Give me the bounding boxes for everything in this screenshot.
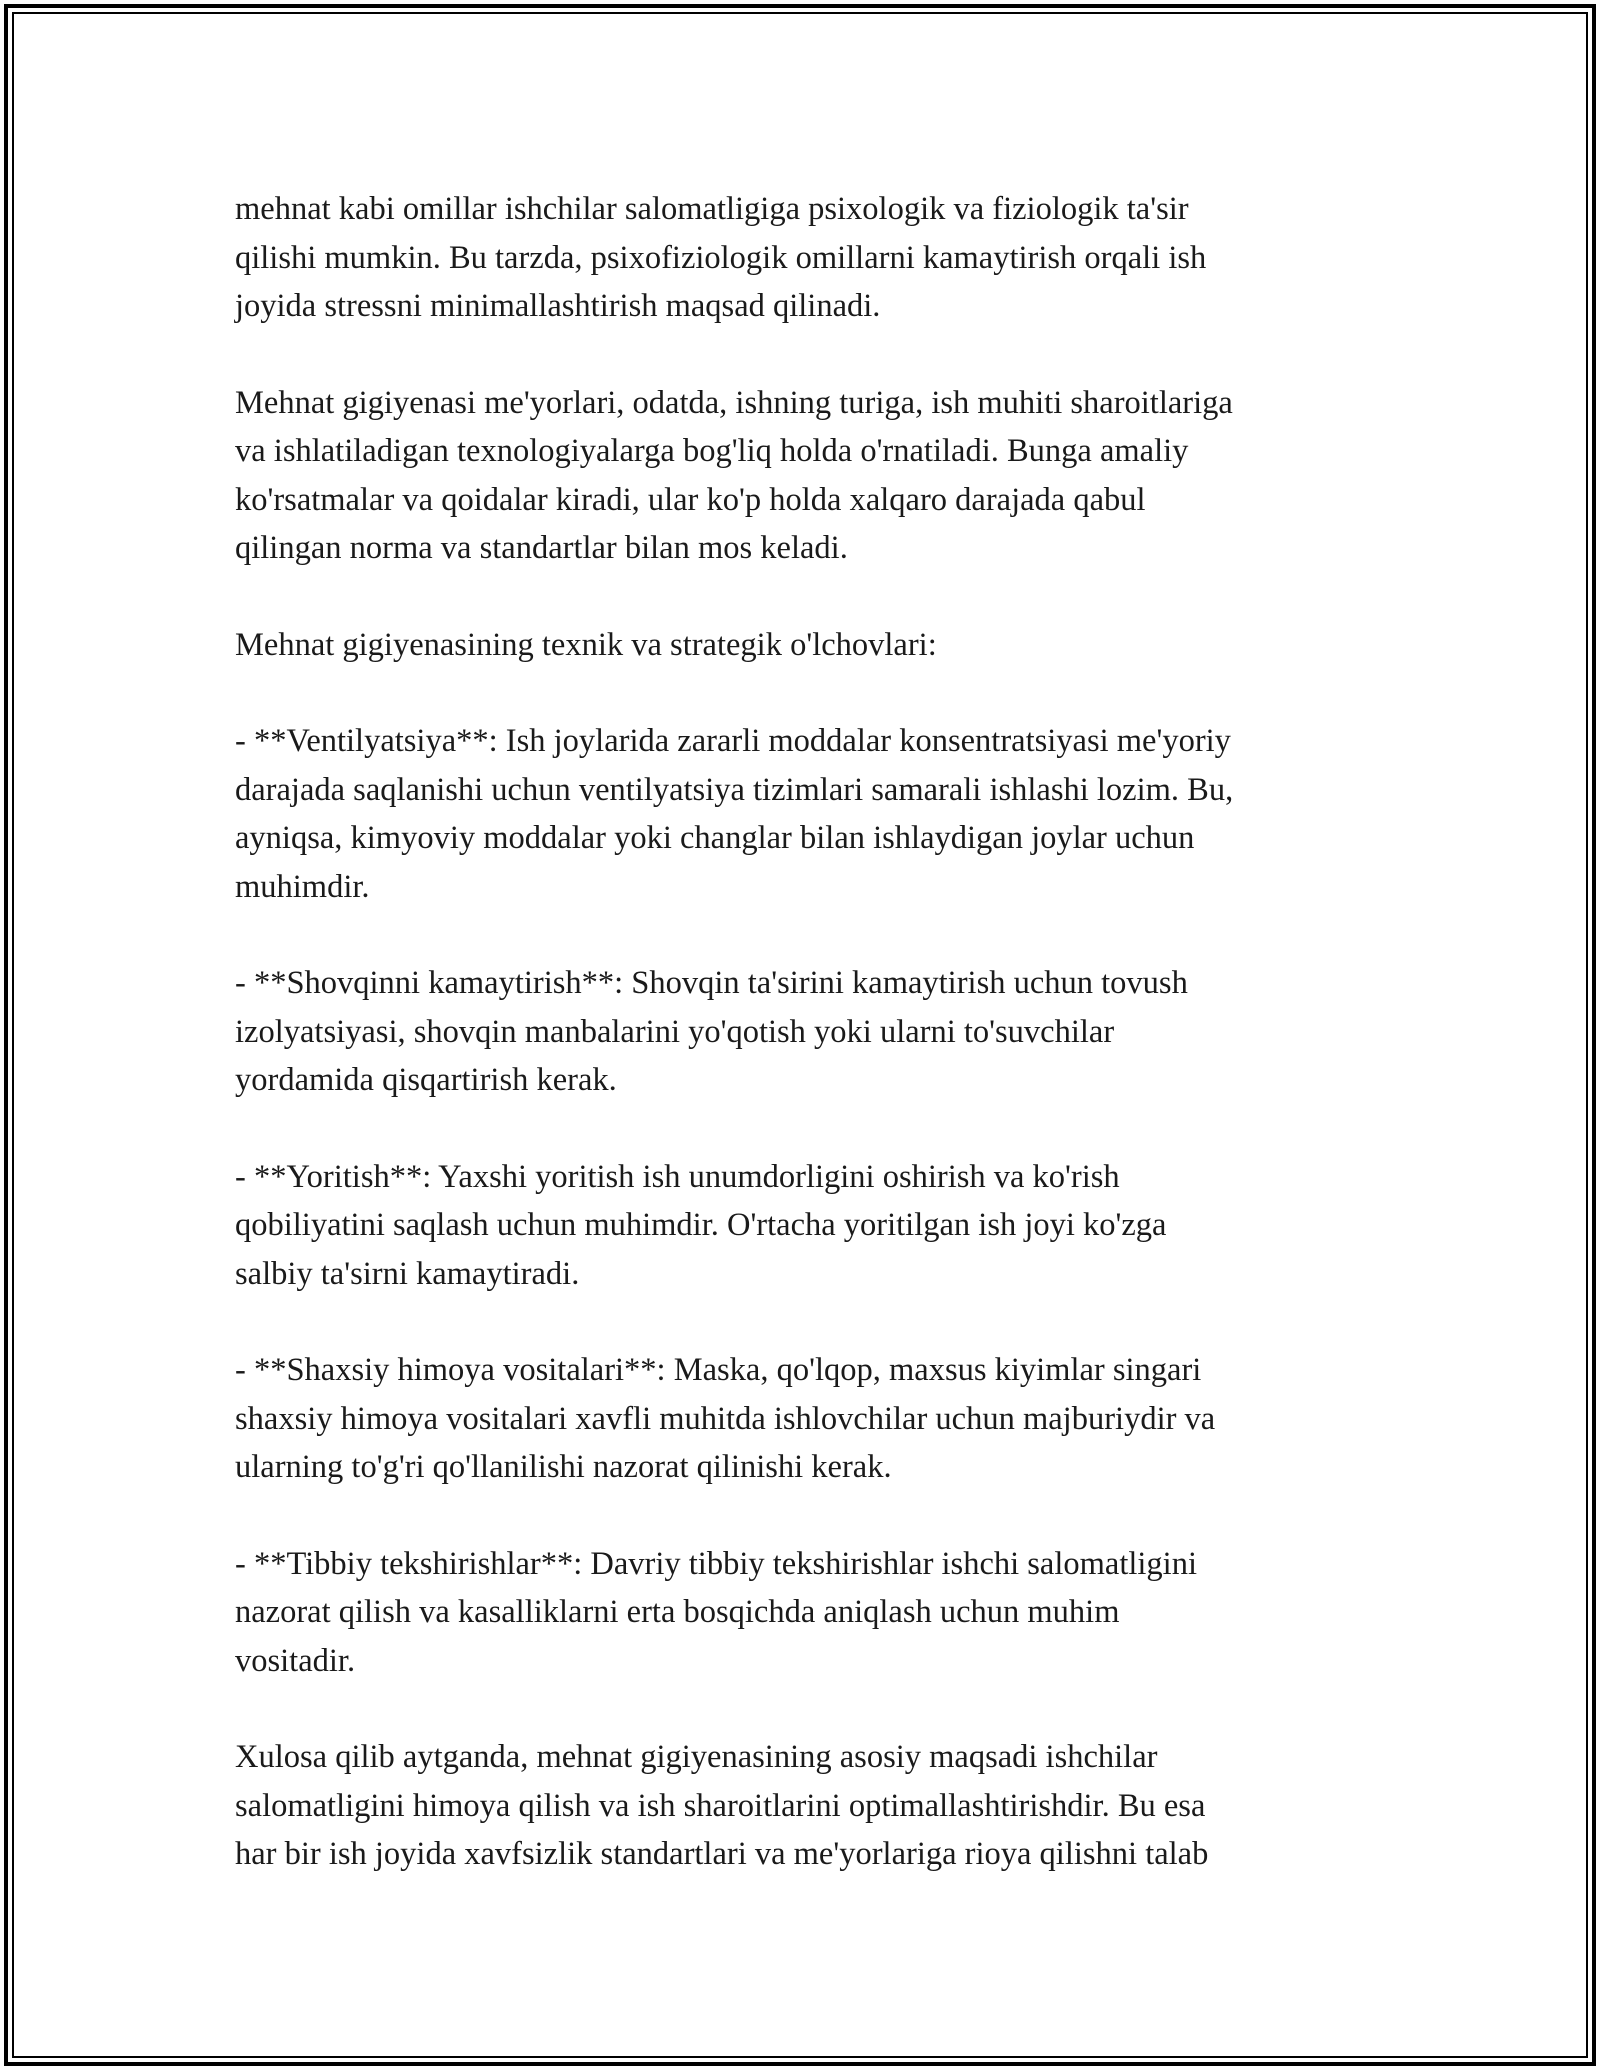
text-line: mehnat kabi omillar ishchilar salomatligiga psixologik va fiziologik ta'sir xyxy=(235,191,1189,227)
text-line: Xulosa qilib aytganda, mehnat gigiyenasining asosiy maqsadi ishchilar xyxy=(235,1739,1158,1775)
paragraph xyxy=(235,379,1385,573)
list-item-lighting xyxy=(235,1153,1385,1299)
text-line: ularning to'g'ri qo'llanilishi nazorat qilinishi kerak. xyxy=(235,1449,892,1485)
text-line: shaxsiy himoya vositalari xavfli muhitda ishlovchilar uchun majburiydir va xyxy=(235,1400,1216,1437)
text-line: darajada saqlanishi uchun ventilyatsiya tizimlari samarali ishlashi lozim. Bu, xyxy=(235,771,1234,808)
text-line: ayniqsa, kimyoviy moddalar yoki changlar bilan ishlaydigan joylar uchun xyxy=(235,820,1195,856)
text-line: izolyatsiyasi, shovqin manbalarini yo'qotish yoki ularni to'suvchilar xyxy=(235,1013,1115,1050)
text-line: qobiliyatini saqlash uchun muhimdir. O'rtacha yoritilgan ish joyi ko'zga xyxy=(235,1207,1167,1243)
text-line: salomatligini himoya qilish va ish sharoitlarini optimallashtirishdir. Bu esa xyxy=(235,1787,1206,1824)
text-line: - **Shovqinni kamaytirish**: Shovqin ta'sirini kamaytirish uchun tovush xyxy=(235,965,1188,1001)
text-line: joyida stressni minimallashtirish maqsad qilinadi. xyxy=(235,288,881,324)
text-line: - **Ventilyatsiya**: Ish joylarida zararli moddalar konsentratsiyasi me'yoriy xyxy=(235,723,1231,759)
text-line: yordamida qisqartirish kerak. xyxy=(235,1062,617,1098)
text-line: Mehnat gigiyenasi me'yorlari, odatda, ishning turiga, ish muhiti sharoitlariga xyxy=(235,384,1233,421)
text-line: qilishi mumkin. Bu tarzda, psixofiziologik omillarni kamaytirish orqali ish xyxy=(235,239,1207,276)
text-line: - **Shaxsiy himoya vositalari**: Maska, qo'lqop, maxsus kiyimlar singari xyxy=(235,1352,1202,1388)
list-item-ppe xyxy=(235,1346,1385,1492)
text-line: va ishlatiladigan texnologiyalarga bog'liq holda o'rnatiladi. Bunga amaliy xyxy=(235,433,1189,469)
section-heading xyxy=(235,621,1385,670)
conclusion-paragraph xyxy=(235,1733,1385,1879)
list-item-medical xyxy=(235,1540,1385,1686)
text-line: salbiy ta'sirni kamaytiradi. xyxy=(235,1255,580,1292)
text-line: qilingan norma va standartlar bilan mos keladi. xyxy=(235,530,848,566)
document-body xyxy=(235,185,1385,1879)
text-line: ko'rsatmalar va qoidalar kiradi, ular ko'p holda xalqaro darajada qabul xyxy=(235,481,1146,518)
list-item-noise xyxy=(235,959,1385,1105)
text-line: muhimdir. xyxy=(235,868,370,905)
text-line: har bir ish joyida xavfsizlik standartlari va me'yorlariga rioya qilishni talab xyxy=(235,1836,1209,1872)
paragraph xyxy=(235,185,1385,331)
list-item-ventilation xyxy=(235,717,1385,911)
text-line: - **Tibbiy tekshirishlar**: Davriy tibbiy tekshirishlar ishchi salomatligini xyxy=(235,1545,1197,1582)
text-line: Mehnat gigiyenasining texnik va strategik o'lchovlari: xyxy=(235,626,937,663)
text-line: - **Yoritish**: Yaxshi yoritish ish unumdorligini oshirish va ko'rish xyxy=(235,1158,1120,1195)
text-line: vositadir. xyxy=(235,1642,356,1679)
text-line: nazorat qilish va kasalliklarni erta bosqichda aniqlash uchun muhim xyxy=(235,1594,1120,1630)
